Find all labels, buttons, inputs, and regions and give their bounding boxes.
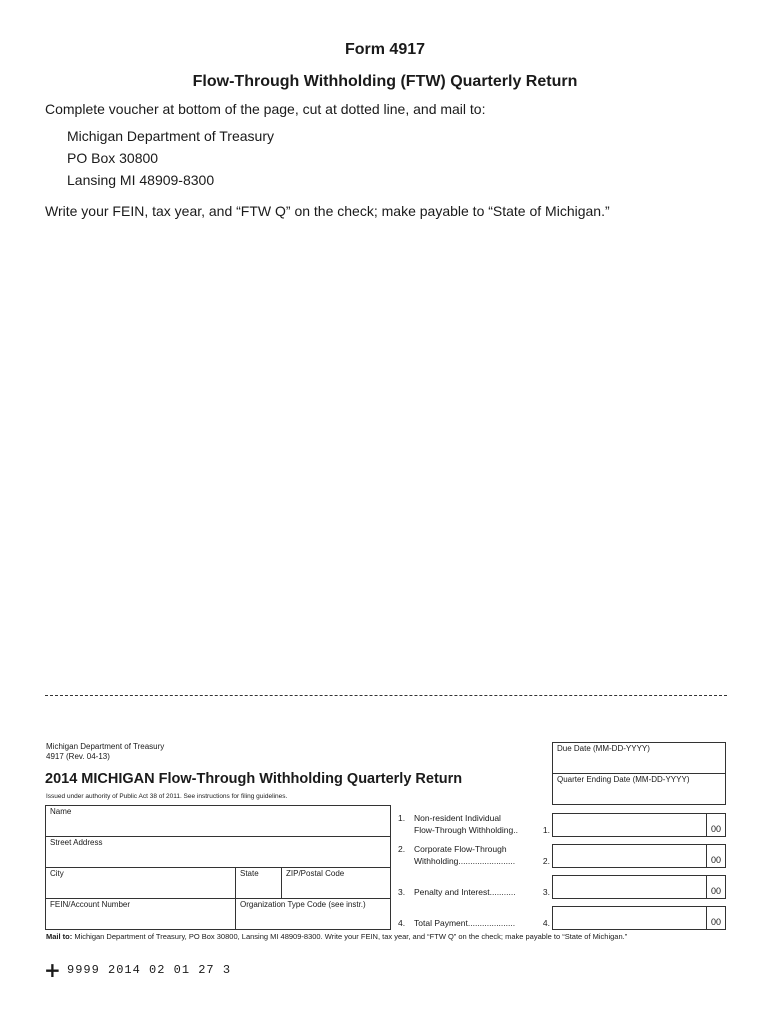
form-title: Flow-Through Withholding (FTW) Quarterly Return bbox=[192, 73, 578, 90]
line-4-number: 4. bbox=[398, 918, 406, 928]
zip-field[interactable] bbox=[281, 867, 391, 899]
line-4-ref: 4. bbox=[542, 918, 550, 928]
line-2-label bbox=[398, 844, 550, 868]
intro-text: Complete voucher at bottom of the page, cut at dotted line, and mail to: bbox=[45, 101, 486, 117]
city-label: City bbox=[50, 869, 64, 878]
line-3-amount-input[interactable] bbox=[552, 875, 726, 899]
voucher-authority: Issued under authority of Public Act 38 of 2011. See instructions for filing guidelines. bbox=[46, 793, 288, 800]
name-field[interactable] bbox=[45, 805, 391, 837]
line-1-text-2: Flow-Through Withholding.. bbox=[414, 825, 518, 835]
line-3-ref: 3. bbox=[542, 887, 550, 897]
org-type-label: Organization Type Code (see instr.) bbox=[240, 900, 366, 909]
line-3-label bbox=[398, 887, 550, 899]
form-revision: 4917 (Rev. 04-13) bbox=[46, 752, 110, 761]
agency-name: Michigan Department of Treasury bbox=[46, 742, 165, 751]
line-1-text: Non-resident Individual bbox=[414, 813, 501, 823]
name-label: Name bbox=[50, 807, 72, 816]
line-2-amount-input[interactable] bbox=[552, 844, 726, 868]
due-date-field[interactable] bbox=[552, 742, 726, 774]
org-type-field[interactable] bbox=[235, 898, 391, 930]
address-line-1: Michigan Department of Treasury bbox=[67, 128, 274, 144]
line-1-label bbox=[398, 813, 550, 837]
fein-field[interactable] bbox=[45, 898, 236, 930]
cut-line bbox=[45, 695, 727, 696]
mail-to-text: Michigan Department of Treasury, PO Box 30800, Lansing MI 48909-8300. Write your FEIN, tax year, and “FTW Q” on the check; make payable to “State of Michigan.” bbox=[72, 932, 628, 941]
line-2-text-2: Withholding........................ bbox=[414, 856, 516, 866]
line-3-text: Penalty and Interest........... bbox=[414, 887, 516, 897]
due-date-label: Due Date (MM-DD-YYYY) bbox=[557, 744, 650, 753]
voucher-agency bbox=[46, 742, 164, 762]
line-4-label bbox=[398, 918, 550, 930]
state-field[interactable] bbox=[235, 867, 282, 899]
street-address-label: Street Address bbox=[50, 838, 103, 847]
quarter-ending-date-field[interactable] bbox=[552, 773, 726, 805]
line-2-number: 2. bbox=[398, 844, 406, 854]
address-line-3: Lansing MI 48909-8300 bbox=[67, 172, 215, 188]
plus-registration-mark: + bbox=[44, 958, 61, 982]
check-note: Write your FEIN, tax year, and “FTW Q” on the check; make payable to “State of Michigan.” bbox=[45, 203, 610, 219]
voucher-title: 2014 MICHIGAN Flow-Through Withholding Quarterly Return bbox=[45, 771, 463, 787]
line-2-text: Corporate Flow-Through bbox=[414, 844, 507, 854]
line-2-ref: 2. bbox=[542, 856, 550, 866]
line-1-cents: 00 bbox=[706, 814, 725, 836]
mail-to-label: Mail to: bbox=[46, 932, 73, 941]
line-1-number: 1. bbox=[398, 813, 406, 823]
address-line-2: PO Box 30800 bbox=[67, 150, 159, 166]
mail-to-note bbox=[46, 932, 627, 941]
city-field[interactable] bbox=[45, 867, 236, 899]
form-number: Form 4917 bbox=[344, 41, 426, 58]
line-4-text: Total Payment.................... bbox=[414, 918, 516, 928]
line-1-ref: 1. bbox=[542, 825, 550, 835]
scan-line-code: 9999 2014 02 01 27 3 bbox=[67, 963, 232, 977]
street-address-field[interactable] bbox=[45, 836, 391, 868]
line-1-amount-input[interactable] bbox=[552, 813, 726, 837]
zip-label: ZIP/Postal Code bbox=[286, 869, 345, 878]
fein-label: FEIN/Account Number bbox=[50, 900, 131, 909]
line-4-cents: 00 bbox=[706, 907, 725, 929]
line-4-amount-input[interactable] bbox=[552, 906, 726, 930]
state-label: State bbox=[240, 869, 259, 878]
line-3-number: 3. bbox=[398, 887, 406, 897]
line-3-cents: 00 bbox=[706, 876, 725, 898]
quarter-ending-date-label: Quarter Ending Date (MM-DD-YYYY) bbox=[557, 775, 690, 784]
line-2-cents: 00 bbox=[706, 845, 725, 867]
